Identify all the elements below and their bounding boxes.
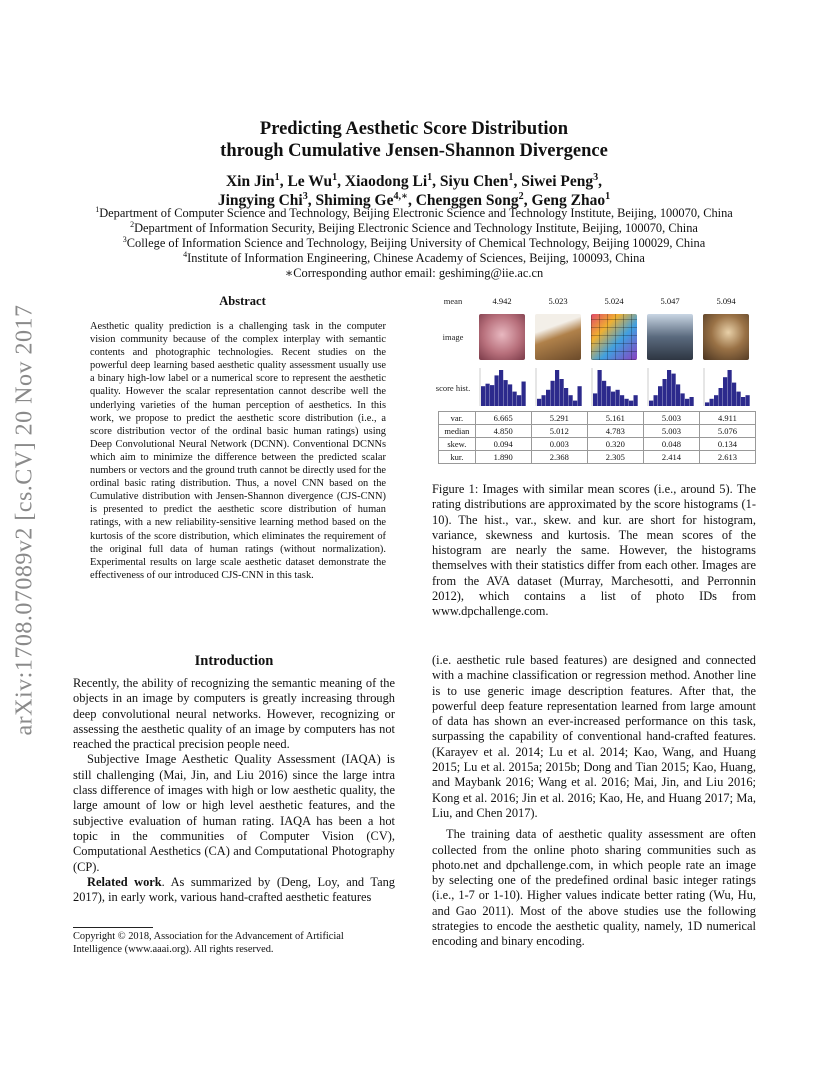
sample-photo — [535, 314, 581, 360]
mean-value: 4.942 — [492, 296, 512, 306]
histogram-bar — [542, 395, 546, 406]
intro-paragraph-1: Recently, the ability of recognizing the semantic meaning of the objects in an image by computers is greatly increasing through deep convolutional neural networks. However, recognizing or assessing the aesthetic quality of an image by computers has not reached the practical precision people need. — [73, 676, 395, 752]
stat-cell: 2.368 — [531, 451, 587, 464]
author-name: Chenggen Song — [415, 192, 519, 209]
mean-value: 5.024 — [604, 296, 624, 306]
affiliation-text: Institute of Information Engineering, Chinese Academy of Sciences, Beijing, 100093, China — [187, 251, 645, 265]
stat-cell: 5.012 — [531, 425, 587, 438]
stat-row-median — [439, 425, 756, 438]
histogram-bar — [499, 370, 503, 406]
histogram-bar — [555, 370, 559, 406]
histogram-bar — [672, 374, 676, 406]
author-name: Geng Zhao — [531, 192, 606, 209]
histogram-bar — [685, 399, 689, 406]
sample-photo — [479, 314, 525, 360]
author-name: Siyu Chen — [439, 173, 509, 190]
histogram-bar — [517, 395, 521, 406]
stat-cell: 0.094 — [475, 438, 531, 451]
affiliation-list — [0, 206, 828, 281]
stat-cell: 5.161 — [587, 412, 643, 425]
author-affiliation-mark: 4,∗ — [393, 190, 408, 202]
histogram-bar — [537, 399, 541, 406]
affiliation-mark: 1 — [95, 204, 100, 214]
author-name: Xiaodong Li — [344, 173, 428, 190]
histogram-bar — [741, 397, 745, 406]
paper-title — [0, 118, 828, 162]
histogram-bar — [705, 402, 709, 406]
histogram-bar — [560, 379, 564, 406]
author-affiliation-mark: 1 — [427, 171, 433, 183]
affiliation-line — [0, 266, 828, 281]
histogram-bar — [634, 395, 638, 406]
affiliation-mark: 3 — [122, 234, 127, 244]
affiliation-line — [0, 236, 828, 251]
stat-cell: 0.048 — [643, 438, 699, 451]
stat-cell: 4.783 — [587, 425, 643, 438]
histogram-bar — [495, 375, 499, 406]
related-work-text: . As summarized by (Deng, Loy, and Tang 2017), in early work, various hand-crafted aesthetic features — [73, 874, 395, 905]
intro-paragraph-2: Subjective Image Aesthetic Quality Assessment (IAQA) is still challenging (Mai, Jin, and Liu 2016) since the large intra class difference of images with high or low aesthetic quality, the large amount of low or high level aesthetic features, and the subjective evaluation of human rating. IAQA has been a hot topic in the communities of Computer Vision (CV), Computational Aesthetics (CA) and Computational Photography (CP). — [73, 752, 395, 874]
histogram-bar — [629, 401, 633, 406]
histogram-bar — [737, 392, 741, 406]
affiliation-line — [0, 221, 828, 236]
stat-label: skew. — [439, 438, 476, 451]
introduction-heading: Introduction — [194, 653, 274, 669]
histogram-bar — [564, 388, 568, 406]
affiliation-text: College of Information Science and Technology, Beijing University of Chemical Technology, Beijing 100029, China — [126, 236, 706, 250]
histogram-bar — [728, 370, 732, 406]
histogram-bar — [602, 381, 606, 406]
sample-photo — [591, 314, 637, 360]
histogram-bar — [569, 395, 573, 406]
affiliation-text: ∗Corresponding author email: geshiming@iie.ac.cn — [284, 266, 544, 280]
stat-cell: 4.850 — [475, 425, 531, 438]
histogram-bar — [481, 386, 485, 406]
right-paragraph-1: (i.e. aesthetic rule based features) are designed and connected with a machine classification or regression method. Another line is to use generic image description features. After that, the powerful deep feature representation learned from large amount of data has shown an ever-increased performance on this task, surpassing the capability of conventional hand-crafted features. (Karayev et al. 2014; Lu et al. 2014; Kao, Wang, and Huang 2015; Lu et al. 2015a; 2015b; Dong and Tian 2015; Kao, Huang, and Maybank 2016; Wang et al. 2016; Mai, Jin, and Liu 2016; Kong et al. 2016; Jin et al. 2016; Kao, He, and Huang 2017; Ma, Liu, and Chen 2017). — [432, 653, 756, 820]
stat-cell: 1.890 — [475, 451, 531, 464]
author-name: Xin Jin — [225, 173, 275, 190]
score-histogram — [478, 367, 526, 407]
author-affiliation-mark: 1 — [605, 190, 611, 202]
mean-row-label: mean — [443, 296, 463, 306]
histogram-bar — [676, 384, 680, 406]
histogram-bar — [663, 379, 667, 406]
author-affiliation-mark: 2 — [518, 190, 524, 202]
histogram-bar — [667, 370, 671, 406]
score-histogram — [702, 367, 750, 407]
author-affiliation-mark: 3 — [302, 190, 308, 202]
histogram-bar — [504, 380, 508, 406]
score-histogram — [590, 367, 638, 407]
histogram-bar — [546, 390, 550, 406]
image-row-label: image — [442, 332, 464, 342]
intro-paragraph-3 — [73, 875, 395, 906]
author-name: Le Wu — [287, 173, 333, 190]
arxiv-stamp — [2, 270, 48, 770]
hist-row-label: score hist. — [435, 383, 471, 393]
histogram-bar — [719, 388, 723, 406]
histogram-bar — [654, 395, 658, 406]
histogram-bar — [513, 392, 517, 406]
figure-1 — [432, 293, 756, 464]
author-line-1: Xin Jin$^1$, Le Wu$^1$, Xiaodong Li$^1$, Siyu Chen$^1$, Siwei Peng$^3$, — [225, 171, 603, 190]
stat-cell: 0.003 — [531, 438, 587, 451]
histogram-bar — [732, 383, 736, 406]
mean-value: 5.047 — [660, 296, 680, 306]
stat-label: median — [439, 425, 476, 438]
author-name: Jingying Chi — [217, 192, 303, 209]
stat-cell: 2.305 — [587, 451, 643, 464]
histogram-bar — [616, 390, 620, 406]
author-line-2: Jingying Chi$^3$, Shiming $Ge^{4,∗}$, Chenggen Song$^2$, Geng Zhao$^1$ — [217, 190, 611, 209]
affiliation-line — [0, 251, 828, 266]
stat-cell: 5.003 — [643, 412, 699, 425]
histogram-bar — [551, 381, 555, 406]
histogram-bar — [746, 395, 750, 406]
right-paragraph-2: The training data of aesthetic quality assessment are often collected from the online photo sharing communities such as photo.net and dpchallenge.com, in which people rate an image by selecting one of the predefined ordinal basic integer ratings (i.e., 1-7 or 1-10). Higher values indicate better rating (Wu, Hu, and Gao 2011). Most of the above studies use the following strategies to encode the aesthetic quality, namely, 1D numerical encoding and binary encoding. — [432, 827, 756, 949]
author-list — [0, 172, 828, 210]
stat-row-skew — [439, 438, 756, 451]
histogram-bar — [658, 386, 662, 406]
author-affiliation-mark: 1 — [332, 171, 338, 183]
histogram-bar — [490, 385, 494, 406]
stat-cell: 2.613 — [699, 451, 755, 464]
stat-label: var. — [439, 412, 476, 425]
histogram-bar — [573, 401, 577, 406]
stat-cell: 0.320 — [587, 438, 643, 451]
histogram-bar — [625, 399, 629, 406]
abstract-heading: Abstract — [219, 294, 266, 308]
right-column-body — [432, 653, 756, 950]
histogram-bar — [593, 393, 597, 406]
figure-1-caption: Figure 1: Images with similar mean scores (i.e., around 5). The rating distributions are approximated by the score histograms (1-10). The hist., var., skew. and kur. are short for histogram, variance, skewness and kurtosis. The mean scores of the histogram are nearly the same. However, the histograms themselves with their statistics differ from each other. Images are from the AVA dataset (Murray, Marchesotti, and Perronnin 2012), which contains a list of photo IDs from www.dpchallenge.com. — [432, 482, 756, 619]
histogram-bar — [620, 395, 624, 406]
histogram-bar — [690, 397, 694, 406]
arxiv-stamp-text: arXiv:1708.07089v2 [cs.CV] 20 Nov 2017 — [11, 304, 38, 736]
stat-cell: 4.911 — [699, 412, 755, 425]
stat-cell: 0.134 — [699, 438, 755, 451]
score-histogram — [646, 367, 694, 407]
stat-cell: 5.003 — [643, 425, 699, 438]
sample-photo — [647, 314, 693, 360]
figure-hist-row — [432, 365, 756, 411]
stat-row-kur — [439, 451, 756, 464]
figure-image-row — [432, 309, 756, 365]
stat-label: kur. — [439, 451, 476, 464]
affiliation-line — [0, 206, 828, 221]
author-affiliation-mark: 1 — [274, 171, 280, 183]
mean-value: 5.023 — [548, 296, 568, 306]
histogram-bar — [508, 384, 512, 406]
affiliation-text: Department of Information Security, Beijing Electronic Science and Technology Institute, Beijing, 100070, China — [134, 221, 698, 235]
histogram-bar — [681, 393, 685, 406]
affiliation-text: Department of Computer Science and Technology, Beijing Electronic Science and Technology Institute, Beijing, 100070, China — [99, 206, 733, 220]
sample-photo — [703, 314, 749, 360]
histogram-bar — [607, 386, 611, 406]
author-name: Shiming Ge — [315, 192, 394, 209]
affiliation-mark: 4 — [183, 249, 188, 259]
stat-cell: 5.076 — [699, 425, 755, 438]
related-work-label: Related work — [87, 874, 162, 889]
histogram-bar — [598, 370, 602, 406]
abstract-text: Aesthetic quality prediction is a challenging task in the computer vision community because of the complex interplay with semantic contents and photographic technologies. Recent studies on the powerful deep learning based aesthetic quality assessment usually use a binary high-low label or a numerical score to represent the aesthetic quality. However the scalar representation cannot describe well the underlying varieties of the human perception of aesthetics. In this work, we propose to predict the aesthetic score distribution (i.e., a score distribution vector of the ordinal basic human ratings) using Deep Convolutional Neural Network (DCNN). Conventional DCNNs which aim to minimize the difference between the predicted scalar numbers or vectors and the ground truth cannot be directly used for the ordinal basic rating distribution. Thus, a novel CNN based on the Cumulative distribution with Jensen-Shannon divergence (CJS-CNN) is presented to predict the aesthetic score distribution of human ratings, with a new reliability-sensitive learning method based on the kurtosis of the score distribution, which eliminates the requirement of the original full data of human ratings (without normalization). Experimental results on large scale aesthetic dataset demonstrate the effectiveness of our introduced CJS-CNN in this task. — [90, 321, 386, 581]
author-name: Siwei Peng — [521, 173, 594, 190]
author-affiliation-mark: 1 — [508, 171, 514, 183]
histogram-bar — [611, 392, 615, 406]
figure-mean-row — [432, 293, 756, 309]
stat-cell: 2.414 — [643, 451, 699, 464]
histogram-bar — [710, 399, 714, 406]
histogram-bar — [486, 384, 490, 406]
histogram-bar — [723, 377, 727, 406]
statistics-table — [438, 411, 756, 464]
author-affiliation-mark: 3 — [593, 171, 599, 183]
histogram-bar — [649, 401, 653, 406]
copyright-footnote: Copyright © 2018, Association for the Advancement of Artificial Intelligence (www.aaai.org). All rights reserved. — [73, 931, 344, 955]
stat-cell: 6.665 — [475, 412, 531, 425]
score-histogram — [534, 367, 582, 407]
title-line-2: through Cumulative Jensen-Shannon Divergence — [220, 141, 608, 161]
histogram-bar — [522, 382, 526, 406]
affiliation-mark: 2 — [130, 219, 135, 229]
histogram-bar — [578, 386, 582, 406]
title-line-1: Predicting Aesthetic Score Distribution — [259, 119, 569, 139]
histogram-bar — [714, 395, 718, 406]
stat-cell: 5.291 — [531, 412, 587, 425]
stat-row-var — [439, 412, 756, 425]
mean-value: 5.094 — [716, 296, 736, 306]
introduction-body — [73, 676, 395, 905]
